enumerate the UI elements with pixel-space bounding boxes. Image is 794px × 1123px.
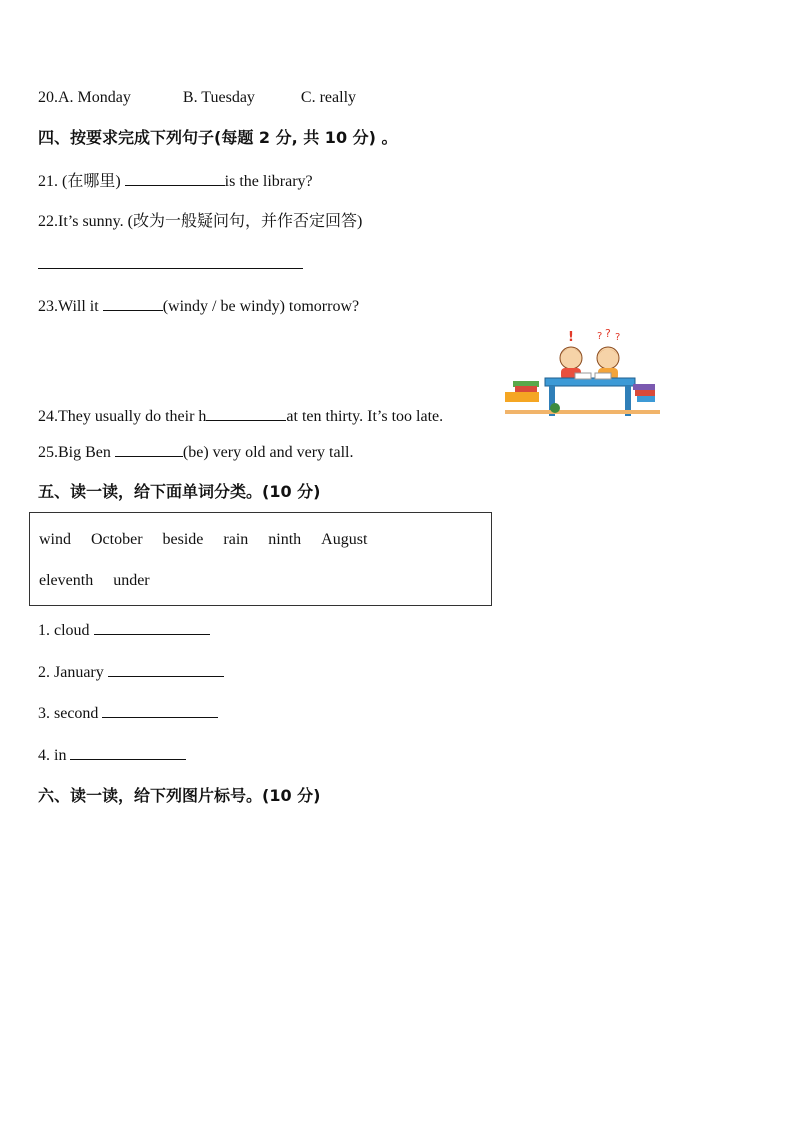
- question-20: [38, 88, 356, 108]
- q25-prefix: 25.Big Ben: [38, 444, 115, 461]
- children-reading-at-desk-illustration: [505, 326, 660, 424]
- classify-blank[interactable]: [94, 620, 210, 635]
- word-item: under: [113, 572, 150, 589]
- question-25: [38, 442, 354, 463]
- q21-blank[interactable]: [125, 171, 225, 186]
- classify-item-1: [38, 620, 210, 641]
- classify-item-2: [38, 662, 224, 683]
- q21-prefix: 21. (在哪里): [38, 173, 125, 190]
- word-item: beside: [162, 531, 204, 548]
- classify-label: 4. in: [38, 747, 71, 764]
- question-23: [38, 296, 359, 317]
- section-4-title: 四、按要求完成下列句子(每题 2 分, 共 10 分) 。: [38, 128, 398, 147]
- word-box-row-2: [39, 572, 170, 590]
- word-box-row-1: [39, 531, 387, 549]
- q23-suffix: (windy / be windy) tomorrow?: [162, 298, 360, 315]
- question-22: 22.It’s sunny. (改为一般疑问句，并作否定回答): [38, 213, 363, 230]
- classify-label: 3. second: [38, 705, 103, 722]
- q21-suffix: is the library?: [224, 173, 313, 190]
- classify-label: 2. January: [38, 664, 108, 681]
- word-item: October: [91, 531, 143, 548]
- classify-blank[interactable]: [108, 662, 224, 677]
- q24-suffix: at ten thirty. It’s too late.: [286, 408, 444, 425]
- word-item: wind: [39, 531, 71, 548]
- children-reading-illustration: [505, 326, 660, 424]
- question-22-answer: [38, 254, 303, 275]
- word-item: eleventh: [39, 572, 94, 589]
- svg-text:?: ?: [597, 331, 603, 342]
- word-item: August: [321, 531, 368, 548]
- classify-item-3: [38, 703, 218, 724]
- classify-blank[interactable]: [102, 703, 218, 718]
- classify-label: 1. cloud: [38, 622, 94, 639]
- q25-suffix: (be) very old and very tall.: [182, 444, 354, 461]
- svg-text:!: !: [568, 330, 574, 345]
- section-5-title: 五、读一读，给下面单词分类。(10 分): [38, 482, 321, 501]
- q24-prefix: 24.They usually do their h: [38, 408, 207, 425]
- q24-blank[interactable]: [206, 406, 286, 421]
- q25-blank[interactable]: [115, 442, 183, 457]
- svg-text:?: ?: [605, 327, 611, 340]
- q20-option-b: B. Tuesday: [182, 89, 255, 106]
- word-item: ninth: [268, 531, 302, 548]
- q20-option-a: A. Monday: [58, 89, 131, 106]
- word-box: [29, 512, 492, 606]
- word-item: rain: [223, 531, 249, 548]
- q20-option-c: C. really: [300, 89, 357, 106]
- q22-answer-blank[interactable]: [38, 254, 303, 269]
- q23-prefix: 23.Will it: [38, 298, 103, 315]
- section-6-title: 六、读一读，给下列图片标号。(10 分): [38, 786, 321, 805]
- classify-item-4: [38, 745, 186, 766]
- svg-text:?: ?: [615, 332, 621, 343]
- q23-blank[interactable]: [103, 296, 163, 311]
- question-21: [38, 171, 313, 192]
- q20-number: 20.: [38, 89, 58, 106]
- question-24: [38, 406, 443, 427]
- classify-blank[interactable]: [70, 745, 186, 760]
